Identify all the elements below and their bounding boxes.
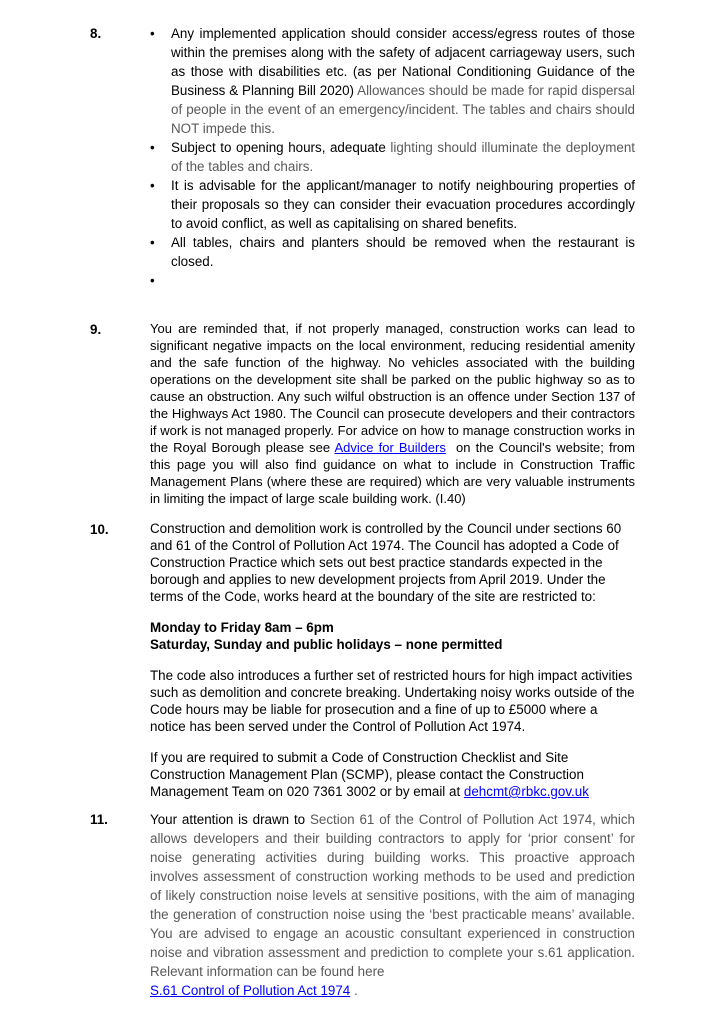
bullet-text — [171, 138, 639, 176]
item-11-content — [150, 810, 639, 1000]
item-8-content — [150, 24, 639, 290]
bullet-item — [150, 176, 639, 233]
bullet-item — [150, 233, 639, 271]
bullet-item — [150, 271, 635, 290]
paragraph — [150, 667, 639, 735]
bullet-icon: • — [150, 26, 155, 41]
bullet-text — [171, 233, 639, 271]
s61-control-of-pollution-act-link[interactable]: S.61 Control of Pollution Act 1974 — [150, 983, 351, 998]
text-run: Your attention is drawn to — [150, 812, 310, 827]
bullet-icon: • — [150, 140, 155, 155]
paragraph — [150, 749, 635, 800]
item-11-number: 11. — [90, 812, 108, 827]
bullet-item — [150, 24, 639, 138]
bullet-text — [171, 24, 639, 138]
text-run: lighting should illuminate the deployment of the tables and chairs. — [171, 140, 639, 174]
text-run: If you are required to submit a Code of Construction Checklist and Site Construction Management Plan (SCMP), please contact the Construction Management Team on 020 7361 3002 or by email at — [150, 750, 588, 799]
item-8 — [90, 24, 639, 290]
text-run: Monday to Friday 8am – 6pm — [150, 620, 334, 635]
text-run: Subject to opening hours, adequate — [171, 140, 391, 155]
item-10-content — [150, 520, 639, 800]
bullet-text — [171, 271, 635, 290]
bullet-list — [150, 24, 639, 290]
text-run: You are reminded that, if not properly managed, construction works can lead to significant negative impacts on the local environment, reducing residential amenity and the safe function of the highway. No vehicles associated with the building operations on the development site shall be parked on the public highway so as to cause an obstruction. Any such wilful obstruction is an offence under Section 137 of the Highways Act 1980. The Council can prosecute developers and their contractors if work is not managed properly. For advice on how to manage construction works in the Royal Borough please see — [150, 321, 639, 455]
bullet-icon: • — [150, 273, 155, 288]
bullet-icon: • — [150, 178, 155, 193]
item-9-content — [150, 320, 639, 507]
item-8-number: 8. — [90, 26, 102, 41]
item-9 — [90, 320, 639, 507]
text-run: . — [350, 983, 358, 998]
paragraph — [150, 320, 639, 507]
text-run: on the Council's website; from this page you will also find guidance on what to include in Construction Traffic Management Plans (where these are required) which are very valuable instruments in limiting the impact of large scale building work. (I.40) — [150, 440, 639, 506]
text-run: All tables, chairs and planters should be removed when the restaurant is closed. — [171, 235, 639, 269]
text-run: Section 61 of the Control of Pollution Act 1974, which allows developers and their building contractors to apply for ‘prior consent’ for noise generating activities during building works. This proactive approach involves assessment of construction working methods to be used and prediction of likely construction noise levels at sensitive positions, with the aim of managing the generation of construction noise using the ‘best practicable means’ available. You are advised to engage an acoustic consultant experienced in construction noise and vibration assessment and prediction to complete your s.61 application. Relevant information can be found here — [150, 812, 639, 979]
text-run: The code also introduces a further set of restricted hours for high impact activities such as demolition and concrete breaking. Undertaking noisy works outside of the Code hours may be liable for prosecution and a fine of up to £5000 where a notice has been served under the Control of Pollution Act 1974. — [150, 668, 639, 734]
text-run: Allowances should be made for rapid dispersal of people in the event of an emergency/incident. The tables and chairs should NOT impede this. — [171, 83, 639, 136]
item-9-number: 9. — [90, 322, 102, 337]
item-10-number: 10. — [90, 522, 109, 537]
text-run: Saturday, Sunday and public holidays – none permitted — [150, 637, 503, 652]
paragraph — [150, 520, 635, 605]
bullet-icon: • — [150, 235, 155, 250]
text-run: Construction and demolition work is controlled by the Council under sections 60 and 61 of the Control of Pollution Act 1974. The Council has adopted a Code of Construction Practice which sets out best practice standards expected in the borough and applies to new development projects from April 2019. Under the terms of the Code, works heard at the boundary of the site are restricted to: — [150, 521, 625, 604]
text-run: It is advisable for the applicant/manager to notify neighbouring properties of their proposals so they can consider their evacuation procedures accordingly to avoid conflict, as well as capitalising on shared benefits. — [171, 178, 639, 231]
advice-for-builders-link[interactable]: Advice for Builders — [334, 440, 446, 455]
paragraph — [150, 810, 639, 1000]
bullet-text — [171, 176, 639, 233]
item-11 — [90, 810, 639, 1000]
paragraph — [150, 619, 635, 653]
bullet-item — [150, 138, 639, 176]
text-run: Any implemented application should consider access/egress routes of those within the premises along with the safety of adjacent carriageway users, such as those with disabilities etc. (as per National Conditioning Guidance of the Business & Planning Bill 2020) — [171, 26, 639, 98]
item-10 — [90, 520, 639, 800]
construction-team-email-link[interactable]: dehcmt@rbkc.gov.uk — [463, 784, 589, 799]
